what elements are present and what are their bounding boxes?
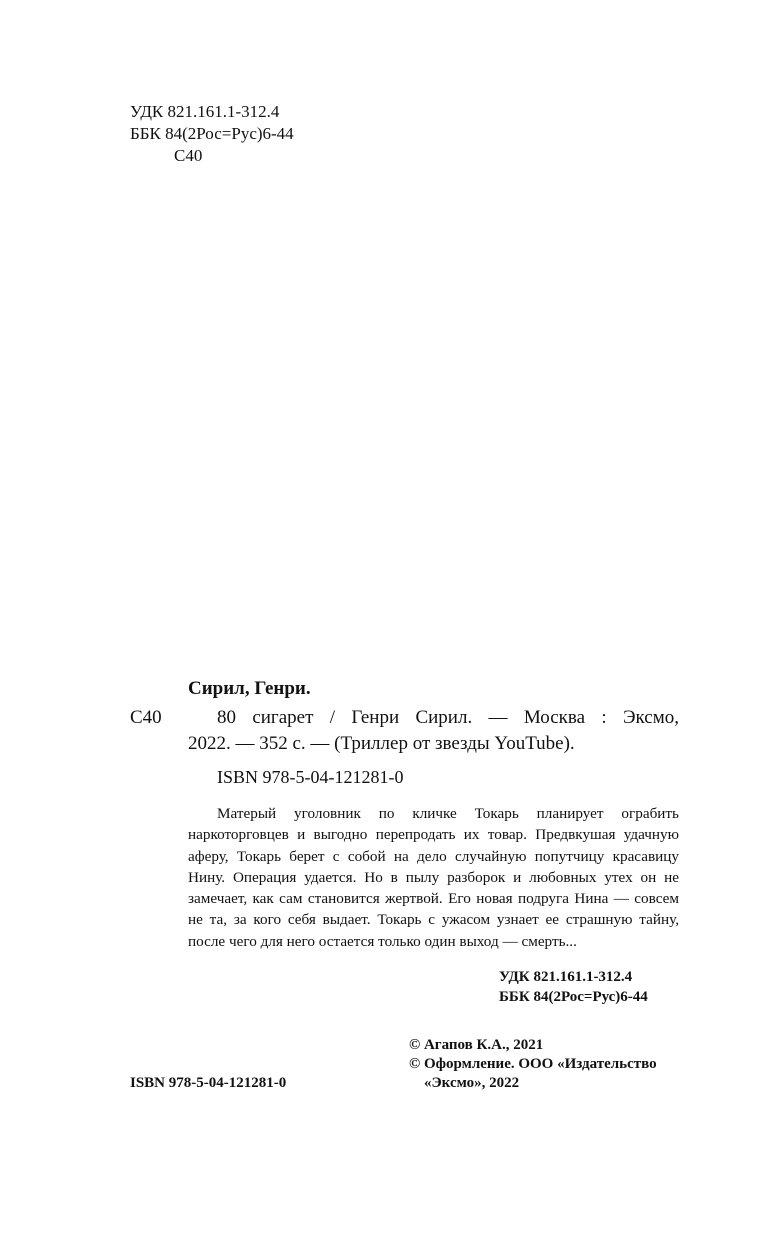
bottom-isbn: ISBN 978-5-04-121281-0	[130, 1075, 287, 1091]
top-author-code: С40	[174, 146, 203, 165]
title-line-1: 80 сигарет / Генри Сирил. — Москва : Эксмо,	[217, 707, 679, 728]
record-isbn: ISBN 978-5-04-121281-0	[217, 767, 404, 787]
title-line-2: 2022. — 352 с. — (Триллер от звезды YouTube).	[188, 733, 575, 754]
annotation-block	[188, 803, 679, 952]
copyright-author: © Агапов К.А., 2021	[409, 1037, 544, 1053]
classification-udk: УДК 821.161.1-312.4	[499, 969, 633, 985]
annotation-text: Матерый уголовник по кличке Токарь планирует ограбить наркоторговцев и выгодно перепродать их товар. Предвкушая удачную аферу, Токарь берет с собой на дело случайную попутчицу красавицу Нину. Операция удается. Но в пылу разборок и любовных утех он не замечает, как сам становится жертвой. Его новая подруга Нина — совсем не та, за кого себя выдает. Токарь с ужасом узнает ее страшную тайну, после чего для него остается только один выход — смерть...	[188, 805, 679, 950]
author-heading: Сирил, Генри.	[188, 678, 311, 699]
copyright-publisher: «Эксмо», 2022	[424, 1075, 520, 1091]
record-author-code: С40	[130, 707, 162, 728]
copyright-design: © Оформление. ООО «Издательство	[409, 1056, 657, 1072]
top-bbk: ББК 84(2Рос=Рус)6-44	[130, 124, 294, 143]
top-udk: УДК 821.161.1-312.4	[130, 102, 280, 121]
classification-bbk: ББК 84(2Рос=Рус)6-44	[499, 989, 648, 1005]
